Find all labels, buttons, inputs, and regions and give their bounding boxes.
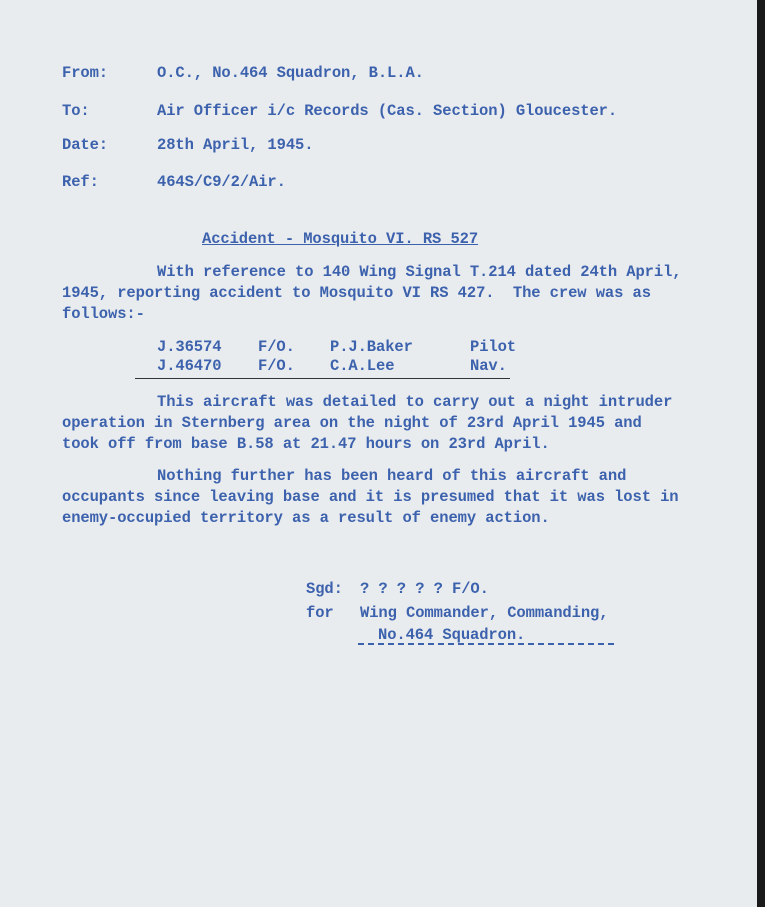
para3-line: occupants since leaving base and it is presumed that it was lost in [62,488,679,506]
ref-label: Ref: [62,173,99,191]
para1-line: follows:- [62,305,145,323]
para2-line: This aircraft was detailed to carry out a night intruder [157,393,673,411]
from-value: O.C., No.464 Squadron, B.L.A. [157,64,424,82]
for-value: Wing Commander, Commanding, [360,604,609,622]
table-divider [135,378,510,379]
crew-name: P.J.Baker [330,338,413,356]
crew-name: C.A.Lee [330,357,395,375]
date-value: 28th April, 1945. [157,136,314,154]
signature-unit: No.464 Squadron. [378,626,526,644]
signature-underline [358,643,614,645]
crew-role: Nav. [470,357,507,375]
para2-line: took off from base B.58 at 21.47 hours on 23rd April. [62,435,550,453]
to-label: To: [62,102,90,120]
crew-role: Pilot [470,338,517,356]
signature-value: ? ? ? ? ? F/O. [360,580,489,598]
crew-rank: F/O. [258,338,295,356]
scan-border [757,0,765,907]
from-label: From: [62,64,109,82]
para1-line: With reference to 140 Wing Signal T.214 dated 24th April, [157,263,682,281]
crew-number: J.36574 [157,338,222,356]
ref-value: 464S/C9/2/Air. [157,173,286,191]
para3-line: Nothing further has been heard of this aircraft and [157,467,627,485]
crew-rank: F/O. [258,357,295,375]
para3-line: enemy-occupied territory as a result of enemy action. [62,509,550,527]
document-title: Accident - Mosquito VI. RS 527 [202,230,479,248]
date-label: Date: [62,136,109,154]
to-value: Air Officer i/c Records (Cas. Section) Gloucester. [157,102,618,120]
signature-label: Sgd: [306,580,343,598]
para2-line: operation in Sternberg area on the night of 23rd April 1945 and [62,414,642,432]
crew-number: J.46470 [157,357,222,375]
para1-line: 1945, reporting accident to Mosquito VI RS 427. The crew was as [62,284,651,302]
for-label: for [306,604,334,622]
